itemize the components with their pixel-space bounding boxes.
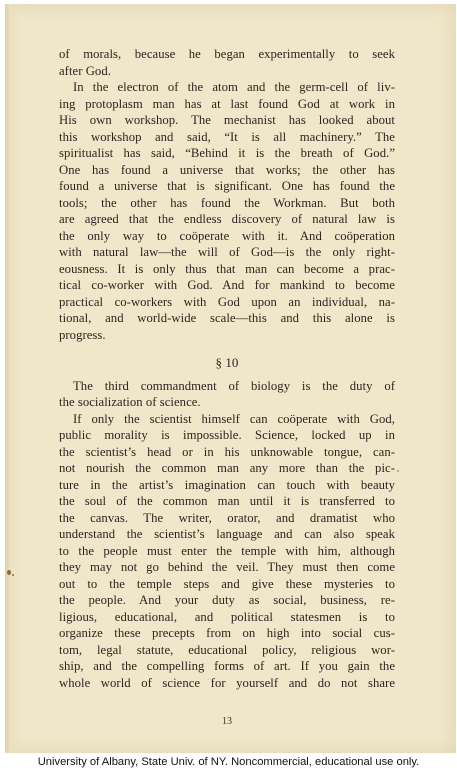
- text-line: tional, and world-wide scale—this and this alone is: [59, 311, 395, 325]
- paragraph-scientist: [59, 411, 395, 692]
- text-line: If only the scientist himself can coöperate with God,: [73, 411, 395, 426]
- text-line: ship, and the compelling forms of art. If you gain the: [59, 659, 395, 673]
- text-line: the canvas. The writer, orator, and dramatist who: [59, 510, 395, 525]
- text-line: after God.: [59, 63, 111, 78]
- text-line: In the electron of the atom and the germ-cell of liv-: [73, 80, 395, 94]
- text-line: ture in the artist’s imagination can touch with beauty: [59, 477, 395, 492]
- page-number: 13: [221, 716, 233, 727]
- text-line: with natural law—the will of God—is the only right-: [59, 245, 395, 259]
- text-line: progress.: [59, 327, 106, 342]
- usage-credit-footer: University of Albany, State Univ. of NY. Noncommercial, educational use only.: [0, 753, 457, 771]
- text-line: the people. And your duty as social, business, re-: [59, 593, 395, 607]
- foxing-spot: [397, 470, 399, 472]
- text-line: ligious, educational, and political statesmen is to: [59, 609, 395, 624]
- page-text: [59, 46, 395, 727]
- text-line: the only way to coöperate with it. And coöperation: [59, 228, 395, 243]
- paragraph-continuation: [59, 46, 395, 79]
- text-line: eousness. It is only thus that man can become a prac-: [59, 261, 395, 276]
- text-line: public morality is impossible. Science, locked up in: [59, 428, 395, 442]
- text-line: out to the temple steps and give these mysteries to: [59, 576, 395, 591]
- section-heading: § 10: [215, 355, 239, 370]
- text-line: organize these precepts from on high into social cus-: [59, 626, 395, 640]
- foxing-spot: [12, 574, 14, 576]
- book-page: [5, 4, 456, 754]
- text-line: tical co-worker with God. And for mankind to become: [59, 278, 395, 292]
- text-line: understand the scientist’s language and can also speak: [59, 527, 395, 541]
- text-line: are agreed that the endless discovery of natural law is: [59, 212, 395, 226]
- text-line: ing protoplasm man has at last found God at work in: [59, 96, 395, 111]
- text-line: the soul of the common man until it is transferred to: [59, 494, 395, 508]
- text-line: to the people must enter the temple with him, although: [59, 543, 395, 558]
- page-binding-edge: [5, 4, 12, 754]
- text-line: the socialization of science.: [59, 395, 201, 409]
- text-line: practical co-workers with God upon an individual, na-: [59, 294, 395, 309]
- foxing-spot: [7, 570, 11, 575]
- text-line: tools; the other has found the Workman. But both: [59, 195, 395, 210]
- text-line: not nourish the common man any more than the pic-: [59, 461, 395, 475]
- text-line: of morals, because he began experimentally to seek: [59, 47, 395, 61]
- text-line: found a universe that is significant. One has found the: [59, 179, 395, 193]
- text-line: His own workshop. The mechanist has looked about: [59, 113, 395, 127]
- text-line: they may not go behind the veil. They must then come: [59, 560, 395, 574]
- paragraph-third-commandment: [59, 378, 395, 411]
- text-line: The third commandment of biology is the duty of: [73, 378, 395, 393]
- text-line: spiritualist has said, “Behind it is the breath of God.”: [59, 146, 395, 160]
- text-line: whole world of science for yourself and do not share: [59, 675, 395, 690]
- paragraph-electron: [59, 79, 395, 343]
- text-line: tom, legal statute, educational policy, religious wor-: [59, 642, 395, 657]
- text-line: this workshop and said, “It is all machinery.” The: [59, 129, 395, 144]
- text-line: One has found a universe that works; the other has: [59, 162, 395, 177]
- text-line: the scientist’s head or in his unknowable tongue, can-: [59, 444, 395, 459]
